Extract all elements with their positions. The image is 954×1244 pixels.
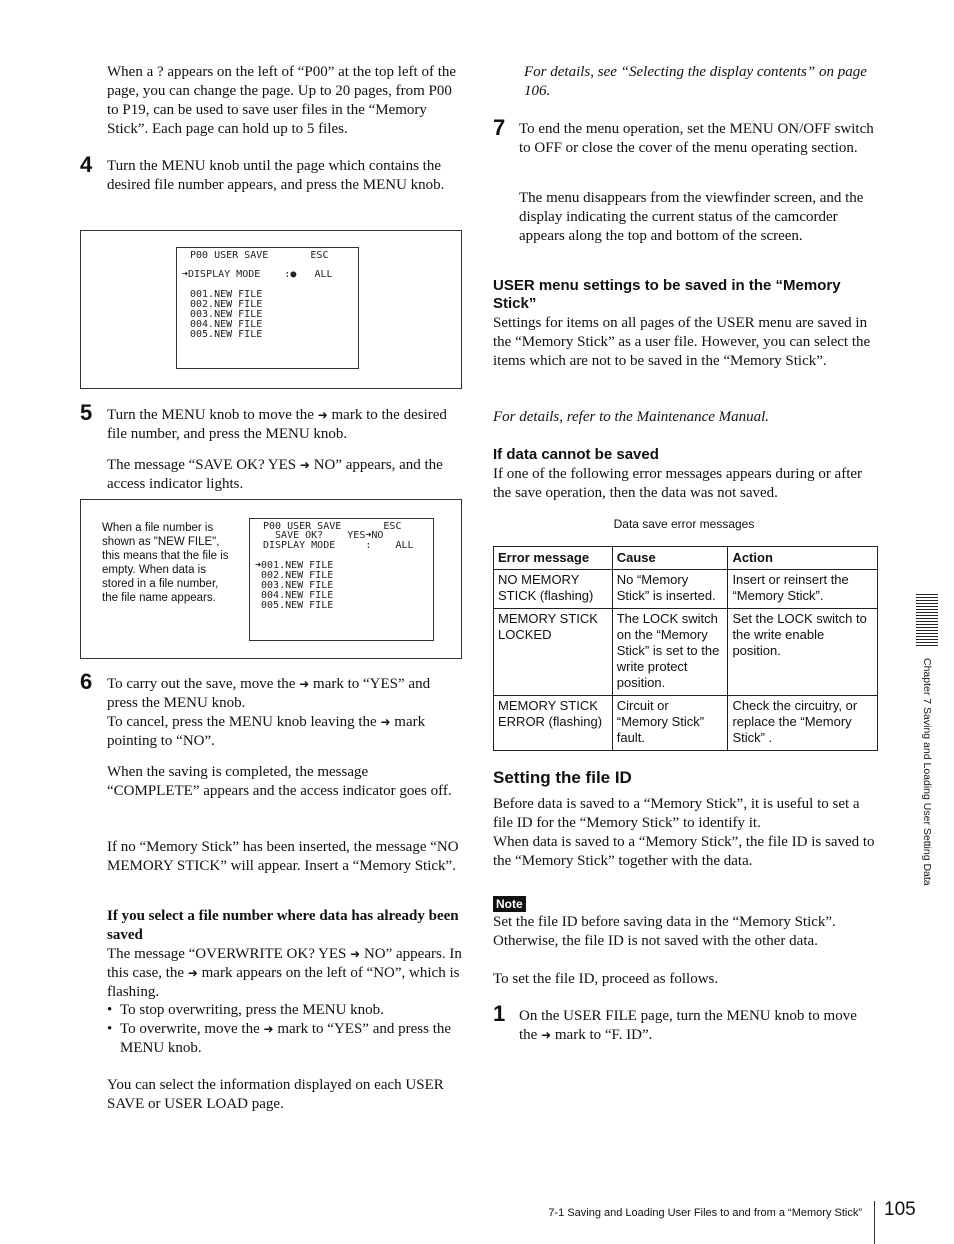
table-cell: MEMORY STICK LOCKED [494,609,613,696]
user-menu-paragraph: Settings for items on all pages of the USER menu are saved in the “Memory Stick” as a user file. However, you can select the items which are not to be saved in the “Memory Stick”. [493,315,871,369]
screen2-file-4: 004.NEW FILE [255,590,334,601]
overwrite-text-c: mark appears on the left of “NO”, which is flashing. [107,965,460,1000]
step-6-text-d: mark pointing to “NO”. [107,714,426,749]
arrow-mark-icon: ➜ [263,1022,274,1036]
viewfinder-screen-1 [176,247,359,369]
step-1-number: 1 [493,1001,506,1026]
arrow-mark-icon: ➜ [380,715,391,729]
screen1-title-line: P00 USER SAVE ESC [190,250,329,261]
arrow-mark-icon: ➜ [350,947,361,961]
file-id-block [493,795,878,871]
step-1-text [519,1007,875,1045]
list-item [103,1020,463,1058]
screen2-file-1: ➜001.NEW FILE [255,560,334,571]
arrow-mark-icon: ➜ [299,677,310,691]
table-cell: NO MEMORY STICK (flashing) [494,570,613,609]
step-1-text-a: On the USER FILE page, turn the MENU knob to move the [519,1008,857,1043]
step-4-number: 4 [80,152,93,177]
step-1-text-b: mark to “F. ID”. [551,1027,653,1043]
step-6-text-carry [107,675,463,713]
overwrite-bullet-list [103,1001,463,1058]
table-cell: MEMORY STICK ERROR (flashing) [494,696,613,751]
user-menu-heading: USER menu settings to be saved in the “Memory Stick” [493,277,841,312]
table-row [494,570,878,609]
figure-screen-1-frame [80,230,462,389]
screen1-file-5: 005.NEW FILE [190,329,263,340]
viewfinder-screen-2 [249,518,434,641]
step-7-number: 7 [493,115,506,140]
step-7-paragraph-2: The menu disappears from the viewfinder screen, and the display indicating the current status of the camcorder appears along the top and bottom of the screen. [519,190,864,244]
screen2-file-2: 002.NEW FILE [255,570,334,581]
screen1-display-mode-dot: ● [290,269,297,280]
overwrite-text-a: The message “OVERWRITE OK? YES [107,946,351,962]
step-5-message-b: NO” appears, and the access indicator lights. [107,457,443,492]
to-set-paragraph: To set the file ID, proceed as follows. [493,971,719,987]
screen1-display-mode-line [182,270,333,280]
table-header-cause: Cause [612,547,728,570]
arrow-mark-icon: ➜ [541,1028,552,1042]
screen2-title-line: P00 USER SAVE ESC [263,521,402,532]
step-5-text [107,406,463,444]
screen1-file-2: 002.NEW FILE [190,299,263,310]
screen1-file-1: 001.NEW FILE [190,289,263,300]
table-row [494,609,878,696]
maintenance-manual-italic: For details, refer to the Maintenance Manual. [493,409,770,425]
table-cell: Insert or reinsert the “Memory Stick”. [728,570,878,609]
step-6-text-c: To cancel, press the MENU knob leaving the [107,714,381,730]
screen2-display-mode-line: DISPLAY MODE : ALL [263,540,414,551]
page-number: 105 [884,1199,916,1220]
step-5-text-a: Turn the MENU knob to move the [107,407,318,423]
intro-paragraph: When a ? appears on the left of “P00” at the top left of the page, you can change the page. Up to 20 pages, from P00 to P19, can be used to save user files in the “Memory Stick”. Each page can hold up to 5 files. [107,64,457,137]
table-row [494,696,878,751]
table-header-error: Error message [494,547,613,570]
overwrite-paragraph [107,945,463,1002]
table-cell: Circuit or “Memory Stick” fault. [612,696,728,751]
arrow-mark-icon: ➜ [317,408,328,422]
figure-screen-2-frame [80,499,462,659]
screen2-file-5: 005.NEW FILE [255,600,334,611]
file-id-paragraph-2: When data is saved to a “Memory Stick”, the file ID is saved to the “Memory Stick” together with the data. [493,834,875,869]
arrow-mark-icon: ➜ [187,966,198,980]
bullet-2-text-a: To overwrite, move the [120,1021,264,1037]
table-cell: Check the circuitry, or replace the “Memory Stick” . [728,696,878,751]
file-id-paragraph-1: Before data is saved to a “Memory Stick”, it is useful to set a file ID for the “Memory Stick” to identify it. [493,796,860,831]
arrow-mark-icon: ➜ [299,458,310,472]
complete-paragraph: When the saving is completed, the message “COMPLETE” appears and the access indicator goes off. [107,764,452,799]
step-5-number: 5 [80,400,93,425]
table-caption: Data save error messages [613,517,755,531]
table-cell: The LOCK switch on the “Memory Stick” is set to the write protect position. [612,609,728,696]
table-header-action: Action [728,547,878,570]
overwrite-heading: If you select a file number where data has already been saved [107,908,459,943]
cannot-save-paragraph: If one of the following error messages appears during or after the save operation, then the data was not saved. [493,466,863,501]
new-file-callout: When a file number is shown as "NEW FILE", this means that the file is empty. When data is stored in a file number, the file name appears. [102,522,229,604]
screen1-file-4: 004.NEW FILE [190,319,263,330]
cannot-save-heading: If data cannot be saved [493,446,659,463]
no-stick-paragraph: If no “Memory Stick” has been inserted, the message “NO MEMORY STICK” will appear. Insert a “Memory Stick”. [107,839,459,874]
step-6-number: 6 [80,669,93,694]
table-header-row [494,547,878,570]
screen2-file-3: 003.NEW FILE [255,580,334,591]
details-note-italic: For details, see “Selecting the display contents” on page 106. [524,64,867,99]
screen1-file-3: 003.NEW FILE [190,309,263,320]
step-5-message [107,456,463,494]
step-6-text-b: mark to “YES” and press the MENU knob. [107,676,431,711]
list-item: • To stop overwriting, press the MENU knob. [103,1001,463,1020]
overwrite-text-b: NO” appears. In this case, the [107,946,462,981]
screen2-save-ok-line: SAVE OK? YES➜NO [263,530,384,541]
error-messages-table [493,546,878,751]
screen1-display-mode-label: ➜DISPLAY MODE : [182,269,291,280]
note-paragraph: Set the file ID before saving data in the “Memory Stick”. Otherwise, the file ID is not saved with the other data. [493,914,836,949]
step-5-message-a: The message “SAVE OK? YES [107,457,300,473]
footer-divider [874,1201,875,1244]
chapter-tab-stripes [916,594,938,648]
screen1-display-mode-value: ALL [296,269,333,280]
select-info-paragraph: You can select the information displayed on each USER SAVE or USER LOAD page. [107,1077,444,1112]
note-badge: Note [493,896,526,912]
step-7-text: To end the menu operation, set the MENU ON/OFF switch to OFF or close the cover of the menu operating section. [519,121,874,156]
file-id-heading: Setting the file ID [493,768,632,787]
footer-section-title: 7-1 Saving and Loading User Files to and from a “Memory Stick” [548,1207,862,1219]
step-6-block [107,675,463,751]
bullet-2-text-b: mark to “YES” and press the MENU knob. [120,1021,452,1056]
step-4-text: Turn the MENU knob until the page which contains the desired file number appears, and press the MENU knob. [107,158,445,193]
chapter-side-label: Chapter 7 Saving and Loading User Setting Data [921,658,933,886]
step-6-text-a: To carry out the save, move the [107,676,300,692]
table-cell: No “Memory Stick” is inserted. [612,570,728,609]
table-cell: Set the LOCK switch to the write enable position. [728,609,878,696]
step-6-text-cancel [107,713,463,751]
step-5-text-b: mark to the desired file number, and press the MENU knob. [107,407,447,442]
